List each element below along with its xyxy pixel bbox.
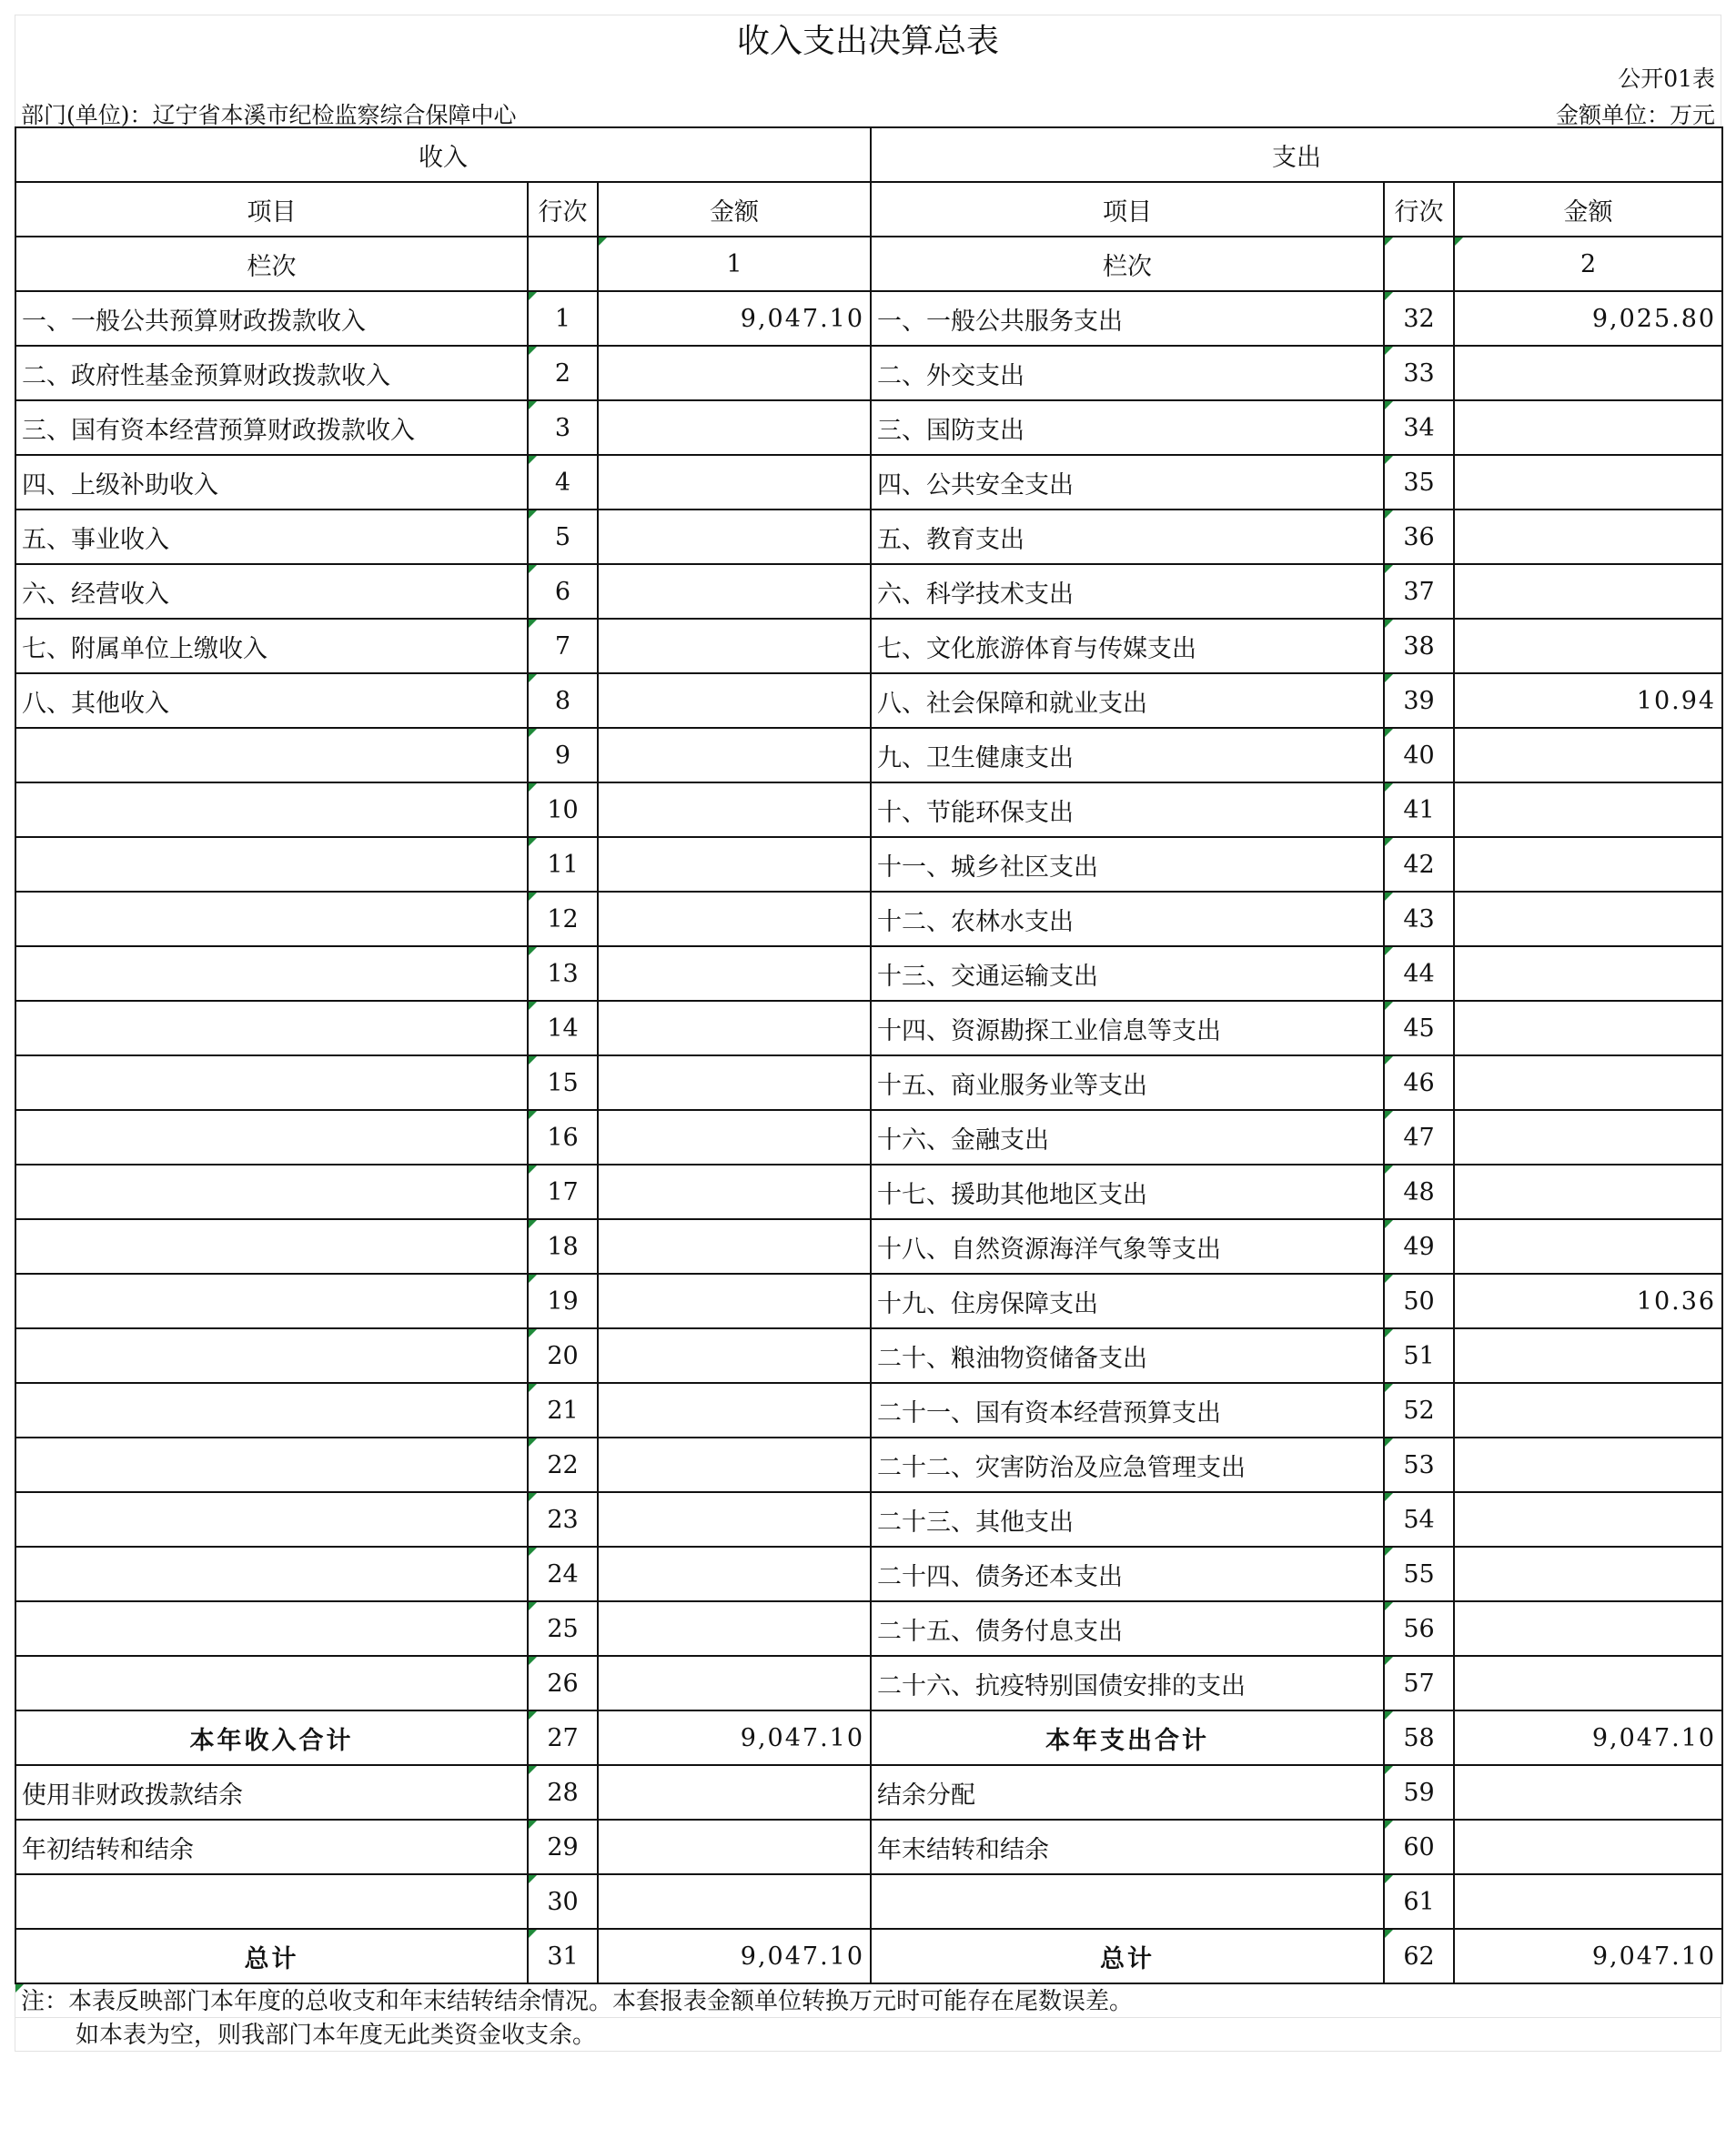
expense-amount-cell	[1454, 346, 1722, 400]
expense-amount-cell: 10.36	[1454, 1274, 1722, 1328]
table-row	[15, 619, 1722, 673]
expense-amount-cell	[1454, 1383, 1722, 1438]
expense-rowno-cell: 50	[1384, 1274, 1454, 1328]
expense-item-cell: 总计	[871, 1929, 1384, 1983]
table-row	[15, 837, 1722, 892]
expense-amount-cell	[1454, 1820, 1722, 1874]
income-rowno-cell: 2	[528, 346, 598, 400]
expense-rowno-cell: 47	[1384, 1110, 1454, 1165]
expense-item-cell: 五、教育支出	[871, 510, 1384, 564]
expense-column-blank	[1384, 237, 1454, 291]
table-row	[15, 1820, 1722, 1874]
income-amount-cell	[598, 1656, 871, 1710]
expense-amount-cell	[1454, 564, 1722, 619]
income-item-cell: 三、国有资本经营预算财政拨款收入	[15, 400, 528, 455]
table-row	[15, 346, 1722, 400]
income-rowno-cell: 28	[528, 1765, 598, 1820]
expense-item-cell: 二十五、债务付息支出	[871, 1601, 1384, 1656]
column-header-row	[15, 182, 1722, 237]
expense-item-cell: 二十六、抗疫特别国债安排的支出	[871, 1656, 1384, 1710]
income-rowno-cell: 16	[528, 1110, 598, 1165]
expense-amount-cell	[1454, 400, 1722, 455]
expense-rowno-cell: 49	[1384, 1219, 1454, 1274]
expense-rowno-cell: 38	[1384, 619, 1454, 673]
expense-item-cell	[871, 1874, 1384, 1929]
expense-item-cell: 十七、援助其他地区支出	[871, 1165, 1384, 1219]
income-rowno-cell: 4	[528, 455, 598, 510]
expense-rowno-cell: 36	[1384, 510, 1454, 564]
table-row	[15, 455, 1722, 510]
table-row	[15, 1547, 1722, 1601]
income-item-cell	[15, 892, 528, 946]
income-rowno-cell: 25	[528, 1601, 598, 1656]
expense-amount-cell: 10.94	[1454, 673, 1722, 728]
table-notes	[15, 1984, 1721, 2052]
income-amount-cell	[598, 1438, 871, 1492]
table-row	[15, 1874, 1722, 1929]
income-amount-cell	[598, 346, 871, 400]
expense-rowno-cell: 32	[1384, 291, 1454, 346]
income-rowno-cell: 11	[528, 837, 598, 892]
form-number	[15, 61, 1721, 94]
income-column-label: 栏次	[15, 237, 528, 291]
table-row	[15, 1274, 1722, 1328]
income-rowno-cell: 6	[528, 564, 598, 619]
expense-amount-cell	[1454, 1601, 1722, 1656]
expense-item-cell: 结余分配	[871, 1765, 1384, 1820]
income-rowno-cell: 9	[528, 728, 598, 782]
income-rowno-cell: 20	[528, 1328, 598, 1383]
income-item-cell	[15, 782, 528, 837]
section-header-row	[15, 127, 1722, 182]
income-amount-cell: 9,047.10	[598, 1710, 871, 1765]
amount-unit-label: 金额单位：万元	[1555, 102, 1715, 128]
income-amount-cell	[598, 1874, 871, 1929]
income-amount-cell	[598, 564, 871, 619]
expense-rowno-cell: 39	[1384, 673, 1454, 728]
table-row	[15, 1328, 1722, 1383]
expense-item-cell: 四、公共安全支出	[871, 455, 1384, 510]
expense-item-cell: 年末结转和结余	[871, 1820, 1384, 1874]
income-expense-table	[15, 126, 1723, 1984]
income-item-cell	[15, 1383, 528, 1438]
expense-rowno-cell: 33	[1384, 346, 1454, 400]
expense-rowno-cell: 52	[1384, 1383, 1454, 1438]
expense-item-cell: 十八、自然资源海洋气象等支出	[871, 1219, 1384, 1274]
expense-rowno-cell: 55	[1384, 1547, 1454, 1601]
page-title: 收入支出决算总表	[15, 15, 1721, 61]
table-row	[15, 1492, 1722, 1547]
expense-item-cell: 一、一般公共服务支出	[871, 291, 1384, 346]
expense-rowno-cell: 56	[1384, 1601, 1454, 1656]
expense-rowno-cell: 61	[1384, 1874, 1454, 1929]
table-row	[15, 946, 1722, 1001]
note-line-1: 注：本表反映部门本年度的总收支和年末结转结余情况。本套报表金额单位转换万元时可能存在尾数误差。	[15, 1984, 1721, 2017]
expense-item-cell: 十三、交通运输支出	[871, 946, 1384, 1001]
expense-amount-cell	[1454, 1874, 1722, 1929]
expense-amount-cell	[1454, 1165, 1722, 1219]
income-amount-cell	[598, 1001, 871, 1055]
income-rowno-cell: 31	[528, 1929, 598, 1983]
income-item-cell	[15, 1165, 528, 1219]
total-row	[15, 1929, 1722, 1983]
income-rowno-cell: 23	[528, 1492, 598, 1547]
expense-item-cell: 二十、粮油物资储备支出	[871, 1328, 1384, 1383]
income-amount-cell	[598, 782, 871, 837]
income-amount-cell	[598, 673, 871, 728]
note-line-2: 如本表为空，则我部门本年度无此类资金收支余。	[15, 2017, 1721, 2051]
income-item-cell: 二、政府性基金预算财政拨款收入	[15, 346, 528, 400]
expense-rowno-cell: 51	[1384, 1328, 1454, 1383]
table-row	[15, 1383, 1722, 1438]
income-item-cell	[15, 1601, 528, 1656]
income-amount-cell	[598, 455, 871, 510]
expense-rowno-cell: 60	[1384, 1820, 1454, 1874]
income-amount-cell: 9,047.10	[598, 1929, 871, 1983]
income-item-cell: 年初结转和结余	[15, 1820, 528, 1874]
income-column-blank	[528, 237, 598, 291]
income-item-cell	[15, 1328, 528, 1383]
expense-rowno-cell: 48	[1384, 1165, 1454, 1219]
income-item-cell	[15, 1656, 528, 1710]
expense-item-cell: 八、社会保障和就业支出	[871, 673, 1384, 728]
report-sheet	[15, 15, 1721, 2052]
income-item-cell	[15, 1438, 528, 1492]
expense-item-cell: 十一、城乡社区支出	[871, 837, 1384, 892]
expense-amount-cell	[1454, 1492, 1722, 1547]
expense-rowno-cell: 43	[1384, 892, 1454, 946]
income-amount-cell	[598, 1165, 871, 1219]
income-amount-cell	[598, 1328, 871, 1383]
income-amount-cell	[598, 1765, 871, 1820]
income-rowno-cell: 13	[528, 946, 598, 1001]
table-row	[15, 1765, 1722, 1820]
expense-item-cell: 二、外交支出	[871, 346, 1384, 400]
income-rowno-cell: 26	[528, 1656, 598, 1710]
expense-item-cell: 十六、金融支出	[871, 1110, 1384, 1165]
expense-rowno-header: 行次	[1384, 182, 1454, 237]
income-rowno-cell: 15	[528, 1055, 598, 1110]
income-amount-cell	[598, 1820, 871, 1874]
expense-rowno-cell: 35	[1384, 455, 1454, 510]
income-item-cell: 一、一般公共预算财政拨款收入	[15, 291, 528, 346]
income-rowno-cell: 22	[528, 1438, 598, 1492]
income-rowno-cell: 19	[528, 1274, 598, 1328]
expense-amount-cell	[1454, 892, 1722, 946]
income-amount-cell	[598, 1547, 871, 1601]
table-row	[15, 1219, 1722, 1274]
income-amount-header: 金额	[598, 182, 871, 237]
expense-amount-cell	[1454, 1055, 1722, 1110]
expense-section-header: 支出	[871, 127, 1722, 182]
expense-item-cell: 六、科学技术支出	[871, 564, 1384, 619]
income-amount-cell	[598, 1492, 871, 1547]
expense-amount-cell	[1454, 1547, 1722, 1601]
income-rowno-cell: 12	[528, 892, 598, 946]
expense-amount-cell	[1454, 1765, 1722, 1820]
income-item-cell: 五、事业收入	[15, 510, 528, 564]
income-rowno-cell: 7	[528, 619, 598, 673]
income-item-cell	[15, 946, 528, 1001]
income-item-cell	[15, 1492, 528, 1547]
income-rowno-cell: 3	[528, 400, 598, 455]
expense-amount-cell	[1454, 728, 1722, 782]
expense-item-cell: 二十四、债务还本支出	[871, 1547, 1384, 1601]
table-row	[15, 564, 1722, 619]
expense-rowno-cell: 42	[1384, 837, 1454, 892]
income-amount-cell	[598, 946, 871, 1001]
table-row	[15, 1438, 1722, 1492]
income-rowno-cell: 14	[528, 1001, 598, 1055]
income-item-cell: 八、其他收入	[15, 673, 528, 728]
expense-item-cell: 十五、商业服务业等支出	[871, 1055, 1384, 1110]
column-index-row	[15, 237, 1722, 291]
income-rowno-cell: 30	[528, 1874, 598, 1929]
expense-amount-cell	[1454, 1219, 1722, 1274]
table-row	[15, 1601, 1722, 1656]
expense-item-cell: 七、文化旅游体育与传媒支出	[871, 619, 1384, 673]
expense-column-index: 2	[1454, 237, 1722, 291]
expense-rowno-cell: 57	[1384, 1656, 1454, 1710]
expense-item-cell: 二十一、国有资本经营预算支出	[871, 1383, 1384, 1438]
table-row	[15, 1110, 1722, 1165]
table-row	[15, 892, 1722, 946]
income-item-cell	[15, 1001, 528, 1055]
expense-rowno-cell: 59	[1384, 1765, 1454, 1820]
expense-item-header: 项目	[871, 182, 1384, 237]
expense-column-label: 栏次	[871, 237, 1384, 291]
expense-rowno-cell: 45	[1384, 1001, 1454, 1055]
income-amount-cell	[598, 892, 871, 946]
expense-amount-cell	[1454, 1110, 1722, 1165]
income-rowno-cell: 27	[528, 1710, 598, 1765]
income-amount-cell	[598, 837, 871, 892]
income-rowno-cell: 24	[528, 1547, 598, 1601]
income-amount-cell	[598, 400, 871, 455]
income-amount-cell	[598, 1055, 871, 1110]
expense-amount-cell	[1454, 619, 1722, 673]
income-item-cell: 本年收入合计	[15, 1710, 528, 1765]
expense-item-cell: 十二、农林水支出	[871, 892, 1384, 946]
expense-rowno-cell: 54	[1384, 1492, 1454, 1547]
table-row	[15, 1165, 1722, 1219]
expense-amount-header: 金额	[1454, 182, 1722, 237]
expense-amount-cell	[1454, 1656, 1722, 1710]
expense-rowno-cell: 58	[1384, 1710, 1454, 1765]
expense-rowno-cell: 46	[1384, 1055, 1454, 1110]
income-amount-cell: 9,047.10	[598, 291, 871, 346]
expense-item-cell: 十九、住房保障支出	[871, 1274, 1384, 1328]
income-amount-cell	[598, 1110, 871, 1165]
expense-amount-cell	[1454, 946, 1722, 1001]
expense-rowno-cell: 40	[1384, 728, 1454, 782]
income-amount-cell	[598, 1274, 871, 1328]
income-item-cell	[15, 1874, 528, 1929]
income-rowno-cell: 1	[528, 291, 598, 346]
income-amount-cell	[598, 1601, 871, 1656]
income-rowno-cell: 8	[528, 673, 598, 728]
table-row	[15, 1055, 1722, 1110]
income-item-cell	[15, 1274, 528, 1328]
income-rowno-cell: 5	[528, 510, 598, 564]
expense-amount-cell	[1454, 1328, 1722, 1383]
table-row	[15, 291, 1722, 346]
expense-amount-cell: 9,047.10	[1454, 1710, 1722, 1765]
income-amount-cell	[598, 1383, 871, 1438]
income-item-cell: 使用非财政拨款结余	[15, 1765, 528, 1820]
table-row	[15, 1656, 1722, 1710]
income-rowno-cell: 29	[528, 1820, 598, 1874]
expense-rowno-cell: 62	[1384, 1929, 1454, 1983]
income-column-index: 1	[598, 237, 871, 291]
table-row	[15, 1001, 1722, 1055]
expense-rowno-cell: 44	[1384, 946, 1454, 1001]
income-item-cell	[15, 1219, 528, 1274]
expense-amount-cell	[1454, 510, 1722, 564]
income-item-cell: 七、附属单位上缴收入	[15, 619, 528, 673]
income-amount-cell	[598, 728, 871, 782]
income-amount-cell	[598, 510, 871, 564]
income-rowno-cell: 18	[528, 1219, 598, 1274]
income-item-header: 项目	[15, 182, 528, 237]
expense-amount-cell	[1454, 455, 1722, 510]
table-row	[15, 673, 1722, 728]
expense-rowno-cell: 53	[1384, 1438, 1454, 1492]
income-rowno-cell: 21	[528, 1383, 598, 1438]
income-section-header: 收入	[15, 127, 871, 182]
expense-amount-cell	[1454, 1001, 1722, 1055]
table-row	[15, 782, 1722, 837]
expense-rowno-cell: 37	[1384, 564, 1454, 619]
income-item-cell	[15, 1547, 528, 1601]
expense-amount-cell	[1454, 1438, 1722, 1492]
table-row	[15, 510, 1722, 564]
form-number-text: 公开01表	[1618, 66, 1715, 92]
expense-item-cell: 二十三、其他支出	[871, 1492, 1384, 1547]
expense-rowno-cell: 34	[1384, 400, 1454, 455]
income-item-cell: 六、经营收入	[15, 564, 528, 619]
table-row	[15, 400, 1722, 455]
income-amount-cell	[598, 619, 871, 673]
income-item-cell	[15, 1055, 528, 1110]
income-rowno-header: 行次	[528, 182, 598, 237]
income-item-cell	[15, 837, 528, 892]
report-meta	[15, 94, 1721, 126]
income-item-cell	[15, 1110, 528, 1165]
expense-item-cell: 本年支出合计	[871, 1710, 1384, 1765]
expense-amount-cell	[1454, 782, 1722, 837]
department-label: 部门(单位)：辽宁省本溪市纪检监察综合保障中心	[21, 102, 517, 128]
income-amount-cell	[598, 1219, 871, 1274]
expense-amount-cell: 9,047.10	[1454, 1929, 1722, 1983]
income-rowno-cell: 17	[528, 1165, 598, 1219]
expense-item-cell: 三、国防支出	[871, 400, 1384, 455]
table-row	[15, 728, 1722, 782]
total-row	[15, 1710, 1722, 1765]
income-rowno-cell: 10	[528, 782, 598, 837]
expense-item-cell: 九、卫生健康支出	[871, 728, 1384, 782]
income-item-cell: 四、上级补助收入	[15, 455, 528, 510]
expense-amount-cell: 9,025.80	[1454, 291, 1722, 346]
expense-item-cell: 十、节能环保支出	[871, 782, 1384, 837]
expense-item-cell: 十四、资源勘探工业信息等支出	[871, 1001, 1384, 1055]
income-item-cell	[15, 728, 528, 782]
expense-amount-cell	[1454, 837, 1722, 892]
expense-rowno-cell: 41	[1384, 782, 1454, 837]
expense-item-cell: 二十二、灾害防治及应急管理支出	[871, 1438, 1384, 1492]
income-item-cell: 总计	[15, 1929, 528, 1983]
